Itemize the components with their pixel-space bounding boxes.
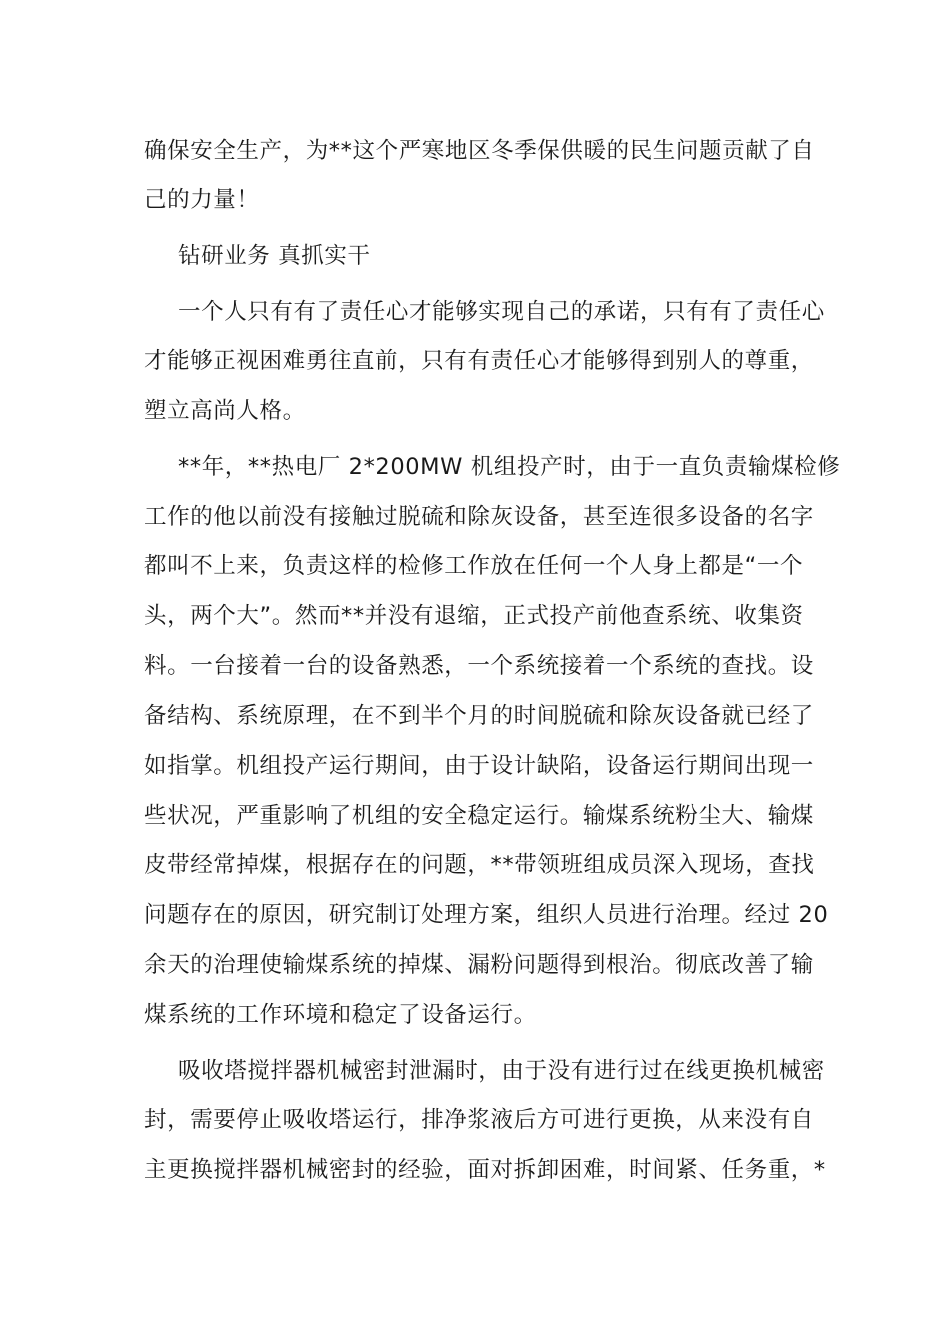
text-line: 一个人只有有了责任心才能够实现自己的承诺，只有有了责任心 [178,299,825,325]
text-line: **年，**热电厂 2*200MW 机组投产时，由于一直负责输煤检修 [178,454,841,480]
text-line: 头，两个大”。然而**并没有退缩，正式投产前他查系统、收集资 [144,603,804,629]
text-line: 主更换搅拌器机械密封的经验，面对拆卸困难，时间紧、任务重，* [144,1157,826,1183]
text-line: 备结构、系统原理，在不到半个月的时间脱硫和除灰设备就已经了 [144,703,814,729]
text-line: 余天的治理使输煤系统的掉煤、漏粉问题得到根治。彻底改善了输 [144,952,814,978]
text-line: 煤系统的工作环境和稳定了设备运行。 [144,1002,537,1028]
text-line: 皮带经常掉煤，根据存在的问题，**带领班组成员深入现场，查找 [144,852,815,878]
text-line: 才能够正视困难勇往直前，只有有责任心才能够得到别人的尊重， [144,348,814,374]
text-line: 都叫不上来，负责这样的检修工作放在任何一个人身上都是“一个 [144,553,804,579]
section-heading: 钻研业务 真抓实干 [178,243,371,269]
text-line: 己的力量！ [144,187,260,213]
text-line: 些状况，严重影响了机组的安全稳定运行。输煤系统粉尘大、输煤 [144,803,814,829]
text-line: 确保安全生产，为**这个严寒地区冬季保供暖的民生问题贡献了自 [144,138,815,164]
text-line: 问题存在的原因，研究制订处理方案，组织人员进行治理。经过 20 [144,902,829,928]
text-line: 吸收塔搅拌器机械密封泄漏时，由于没有进行过在线更换机械密 [178,1058,825,1084]
text-line: 料。一台接着一台的设备熟悉，一个系统接着一个系统的查找。设 [144,653,814,679]
text-line: 塑立高尚人格。 [144,398,306,424]
text-line: 工作的他以前没有接触过脱硫和除灰设备，甚至连很多设备的名字 [144,504,814,530]
text-line: 如指掌。机组投产运行期间，由于设计缺陷，设备运行期间出现一 [144,753,814,779]
text-line: 封，需要停止吸收塔运行，排净浆液后方可进行更换，从来没有自 [144,1107,814,1133]
